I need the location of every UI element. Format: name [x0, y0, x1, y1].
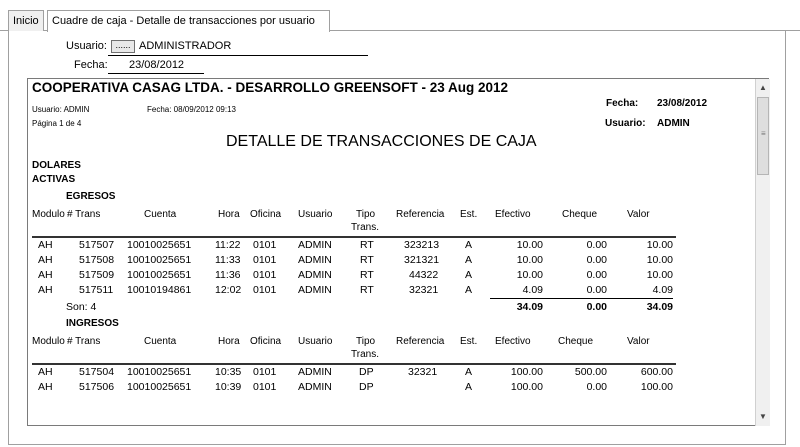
table-cell: A	[465, 239, 473, 251]
table-cell: 10.00	[646, 254, 673, 266]
table-cell: ADMIN	[298, 239, 332, 251]
status-label: ACTIVAS	[32, 174, 76, 185]
col-oficina: Oficina	[250, 336, 282, 347]
table-cell: 10.00	[646, 269, 673, 281]
table-cell: 500.00	[574, 366, 607, 378]
col-modulo: Modulo	[32, 209, 65, 220]
col-cheque: Cheque	[562, 209, 598, 220]
col-usuario: Usuario	[298, 336, 333, 347]
table-cell: 10.00	[516, 239, 543, 251]
table-cell: 44322	[409, 269, 439, 281]
table-cell: 12:02	[215, 284, 242, 296]
usuario-label: Usuario:	[66, 40, 107, 52]
table-cell: 0101	[253, 381, 277, 393]
egresos-total-valor: 34.09	[646, 301, 673, 313]
table-cell: AH	[38, 381, 53, 393]
table-cell: DP	[359, 366, 374, 378]
col-trans: # Trans	[67, 209, 101, 220]
scroll-down-icon[interactable]: ▼	[759, 412, 767, 421]
table-cell: 10:35	[215, 366, 242, 378]
egresos-total-efectivo: 34.09	[516, 301, 543, 313]
table-cell: 10010194861	[127, 284, 192, 296]
table-cell: RT	[360, 269, 374, 281]
usuario-lookup-button[interactable]: ......	[111, 40, 135, 53]
table-cell: 100.00	[640, 381, 673, 393]
col-efectivo: Efectivo	[495, 209, 531, 220]
table-cell: A	[465, 269, 473, 281]
table-cell: RT	[360, 254, 374, 266]
usuario-underline	[108, 55, 368, 56]
col-tipo-trans: Trans.	[351, 222, 379, 233]
egresos-count: Son: 4	[66, 301, 97, 313]
col-valor: Valor	[627, 209, 650, 220]
col-hora: Hora	[218, 209, 240, 220]
col-tipo: Tipo	[356, 336, 376, 347]
fecha-underline	[108, 73, 204, 74]
col-oficina: Oficina	[250, 209, 282, 220]
table-cell: 11:36	[215, 269, 241, 281]
col-est: Est.	[460, 209, 478, 220]
col-cuenta: Cuenta	[144, 336, 177, 347]
table-cell: 4.09	[652, 284, 673, 296]
col-trans: # Trans	[67, 336, 101, 347]
report-company: COOPERATIVA CASAG LTDA. - DESARROLLO GREENSOFT - 23 Aug 2012	[32, 80, 509, 95]
table-cell: 0.00	[586, 381, 607, 393]
table-cell: 517508	[79, 254, 115, 266]
table-cell: ADMIN	[298, 269, 332, 281]
table-cell: 0101	[253, 366, 277, 378]
table-cell: 0.00	[586, 254, 607, 266]
table-cell: ADMIN	[298, 254, 332, 266]
col-referencia: Referencia	[396, 336, 445, 347]
scroll-thumb[interactable]	[757, 97, 769, 175]
table-cell: 10010025651	[127, 269, 192, 281]
table-cell: 11:22	[215, 239, 241, 251]
report-fecha-small: Fecha: 08/09/2012 09:13	[147, 105, 236, 114]
report-fecha-label: Fecha:	[606, 98, 639, 109]
col-tipo-trans: Trans.	[351, 349, 379, 360]
table-cell: 10:39	[215, 381, 242, 393]
egresos-header-line	[32, 236, 676, 238]
table-cell: 10.00	[516, 254, 543, 266]
table-cell: A	[465, 254, 473, 266]
table-cell: AH	[38, 366, 53, 378]
table-cell: RT	[360, 284, 374, 296]
table-cell: 32321	[408, 366, 438, 378]
ingresos-label: INGRESOS	[66, 318, 119, 329]
col-usuario: Usuario	[298, 209, 333, 220]
table-cell: RT	[360, 239, 374, 251]
ingresos-header-line	[32, 363, 676, 365]
col-cheque: Cheque	[558, 336, 594, 347]
currency-label: DOLARES	[32, 160, 81, 171]
table-cell: A	[465, 366, 473, 378]
table-cell: AH	[38, 269, 53, 281]
table-cell: 10010025651	[127, 366, 192, 378]
col-est: Est.	[460, 336, 478, 347]
vertical-scrollbar[interactable]	[755, 79, 770, 426]
table-cell: ADMIN	[298, 366, 332, 378]
table-cell: 323213	[404, 239, 440, 251]
report-usuario-small: Usuario: ADMIN	[32, 105, 90, 114]
tab-inicio[interactable]: Inicio	[8, 10, 44, 31]
col-valor: Valor	[627, 336, 650, 347]
report-fecha-value: 23/08/2012	[657, 98, 708, 109]
table-cell: ADMIN	[298, 381, 332, 393]
col-cuenta: Cuenta	[144, 209, 177, 220]
fecha-label: Fecha:	[74, 59, 108, 71]
table-cell: A	[465, 381, 473, 393]
table-cell: 517506	[79, 381, 115, 393]
table-cell: 4.09	[522, 284, 543, 296]
report-title: DETALLE DE TRANSACCIONES DE CAJA	[226, 133, 537, 150]
table-cell: 0.00	[586, 284, 607, 296]
scroll-up-icon[interactable]: ▲	[759, 83, 767, 92]
tab-cuadre-caja[interactable]: Cuadre de caja - Detalle de transacciones por usuario	[47, 10, 330, 32]
table-cell: 0101	[253, 254, 277, 266]
col-tipo: Tipo	[356, 209, 376, 220]
table-cell: 100.00	[510, 381, 543, 393]
table-cell: ADMIN	[298, 284, 332, 296]
table-cell: 600.00	[640, 366, 673, 378]
report-usuario-value: ADMIN	[657, 118, 690, 129]
table-cell: 0101	[253, 269, 277, 281]
table-cell: AH	[38, 239, 53, 251]
table-cell: 0.00	[586, 269, 607, 281]
report-usuario-label: Usuario:	[605, 118, 646, 129]
table-cell: 100.00	[510, 366, 543, 378]
table-cell: AH	[38, 284, 53, 296]
egresos-total-line	[490, 298, 673, 299]
table-cell: 10010025651	[127, 381, 192, 393]
table-cell: A	[465, 284, 473, 296]
col-referencia: Referencia	[396, 209, 445, 220]
table-cell: 517504	[79, 366, 115, 378]
table-cell: 0101	[253, 239, 277, 251]
report-page: Página 1 de 4	[32, 119, 82, 128]
table-cell: DP	[359, 381, 374, 393]
egresos-total-cheque: 0.00	[586, 301, 607, 313]
table-cell: AH	[38, 254, 53, 266]
fecha-field[interactable]: 23/08/2012	[129, 59, 185, 71]
table-cell: 0.00	[586, 239, 607, 251]
table-cell: 321321	[404, 254, 440, 266]
table-cell: 10010025651	[127, 254, 192, 266]
table-cell: 0101	[253, 284, 277, 296]
table-cell: 32321	[409, 284, 439, 296]
table-cell: 11:33	[215, 254, 241, 266]
table-cell: 517511	[79, 284, 114, 296]
table-cell: 517507	[79, 239, 115, 251]
table-cell: 10010025651	[127, 239, 192, 251]
table-cell: 10.00	[646, 239, 673, 251]
col-modulo: Modulo	[32, 336, 65, 347]
egresos-label: EGRESOS	[66, 191, 116, 202]
table-cell: 10.00	[516, 269, 543, 281]
col-efectivo: Efectivo	[495, 336, 531, 347]
grip-icon: ≡	[761, 129, 766, 138]
table-cell: 517509	[79, 269, 115, 281]
col-hora: Hora	[218, 336, 240, 347]
usuario-value: ADMINISTRADOR	[139, 40, 232, 52]
